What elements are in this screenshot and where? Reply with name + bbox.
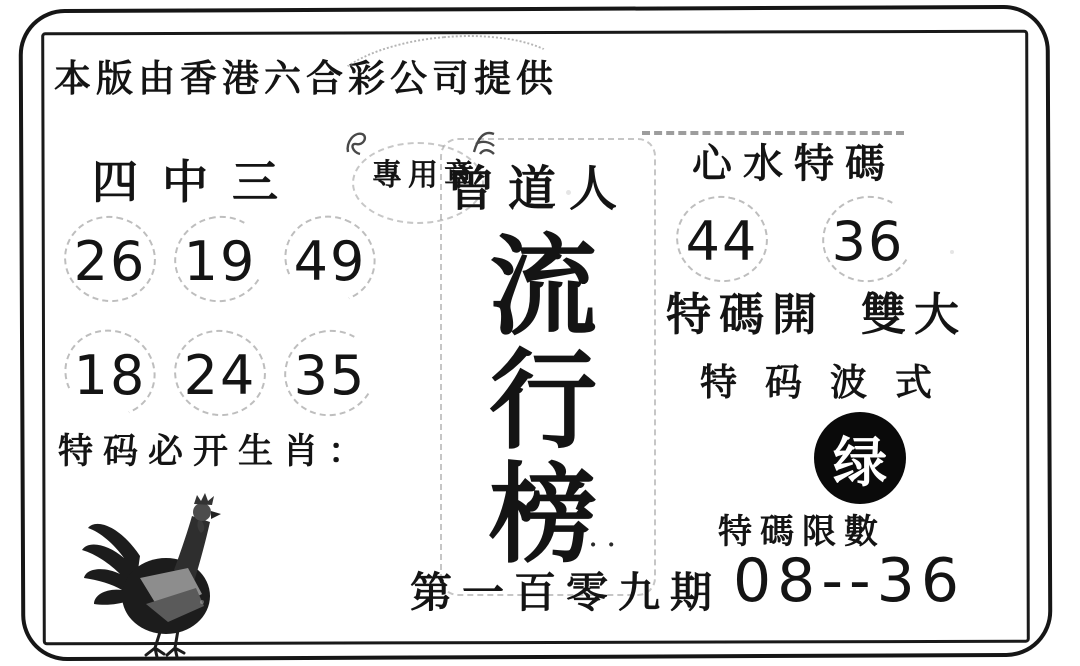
number-cell: [72, 340, 148, 412]
scan-smudge: [200, 600, 204, 604]
zodiac-prediction-label: 特码必开生肖：: [58, 431, 374, 472]
number-cell: [72, 226, 148, 298]
special-open-label: 特碼開: [666, 288, 826, 341]
number-row-1: [72, 226, 368, 298]
number-cell: [292, 226, 368, 298]
limit-label: 特碼限數: [718, 512, 886, 552]
vertical-title-char: 行: [488, 338, 597, 464]
stamp-mark-icon: [344, 128, 370, 158]
number-value: 18: [73, 344, 147, 407]
number-row-2: [72, 340, 368, 412]
special-open-row: [666, 278, 967, 343]
vertical-title-char: 榜: [488, 452, 597, 578]
dashed-strip: [642, 131, 904, 135]
number-cell: [182, 226, 258, 298]
number-value: 36: [831, 210, 905, 273]
number-value: 49: [293, 230, 367, 293]
rooster-icon: [76, 476, 244, 662]
title-trailing-dots: ..: [588, 516, 625, 554]
scan-smudge: [566, 190, 571, 195]
number-value: 35: [293, 344, 367, 407]
issue-number: 第一百零九期: [410, 568, 723, 617]
scan-smudge: [950, 250, 954, 254]
vertical-title-char: 流: [488, 224, 597, 350]
wave-type-label: 特码波式: [700, 360, 960, 404]
number-value: 26: [73, 230, 147, 293]
number-cell: [292, 340, 368, 412]
number-cell: [684, 206, 760, 278]
heart-title-wrap: [692, 137, 992, 183]
number-cell: [830, 206, 906, 278]
number-value: 24: [183, 344, 257, 407]
seal-label: 專用章: [372, 158, 480, 193]
left-panel-title: 四中三: [92, 155, 302, 209]
number-value: 19: [183, 230, 257, 293]
limit-value: 08--36: [733, 546, 965, 616]
wave-color-badge: [814, 412, 906, 504]
heart-numbers-row: [684, 206, 924, 278]
number-cell: [182, 340, 258, 412]
heart-title: 心水特碼: [692, 140, 896, 183]
center-header: 曾道人: [447, 161, 631, 217]
wave-color-value: 绿: [833, 429, 887, 494]
top-banner-text: 本版由香港六合彩公司提供: [54, 56, 558, 100]
number-value: 44: [685, 210, 759, 273]
special-open-value: 雙大: [861, 288, 968, 341]
